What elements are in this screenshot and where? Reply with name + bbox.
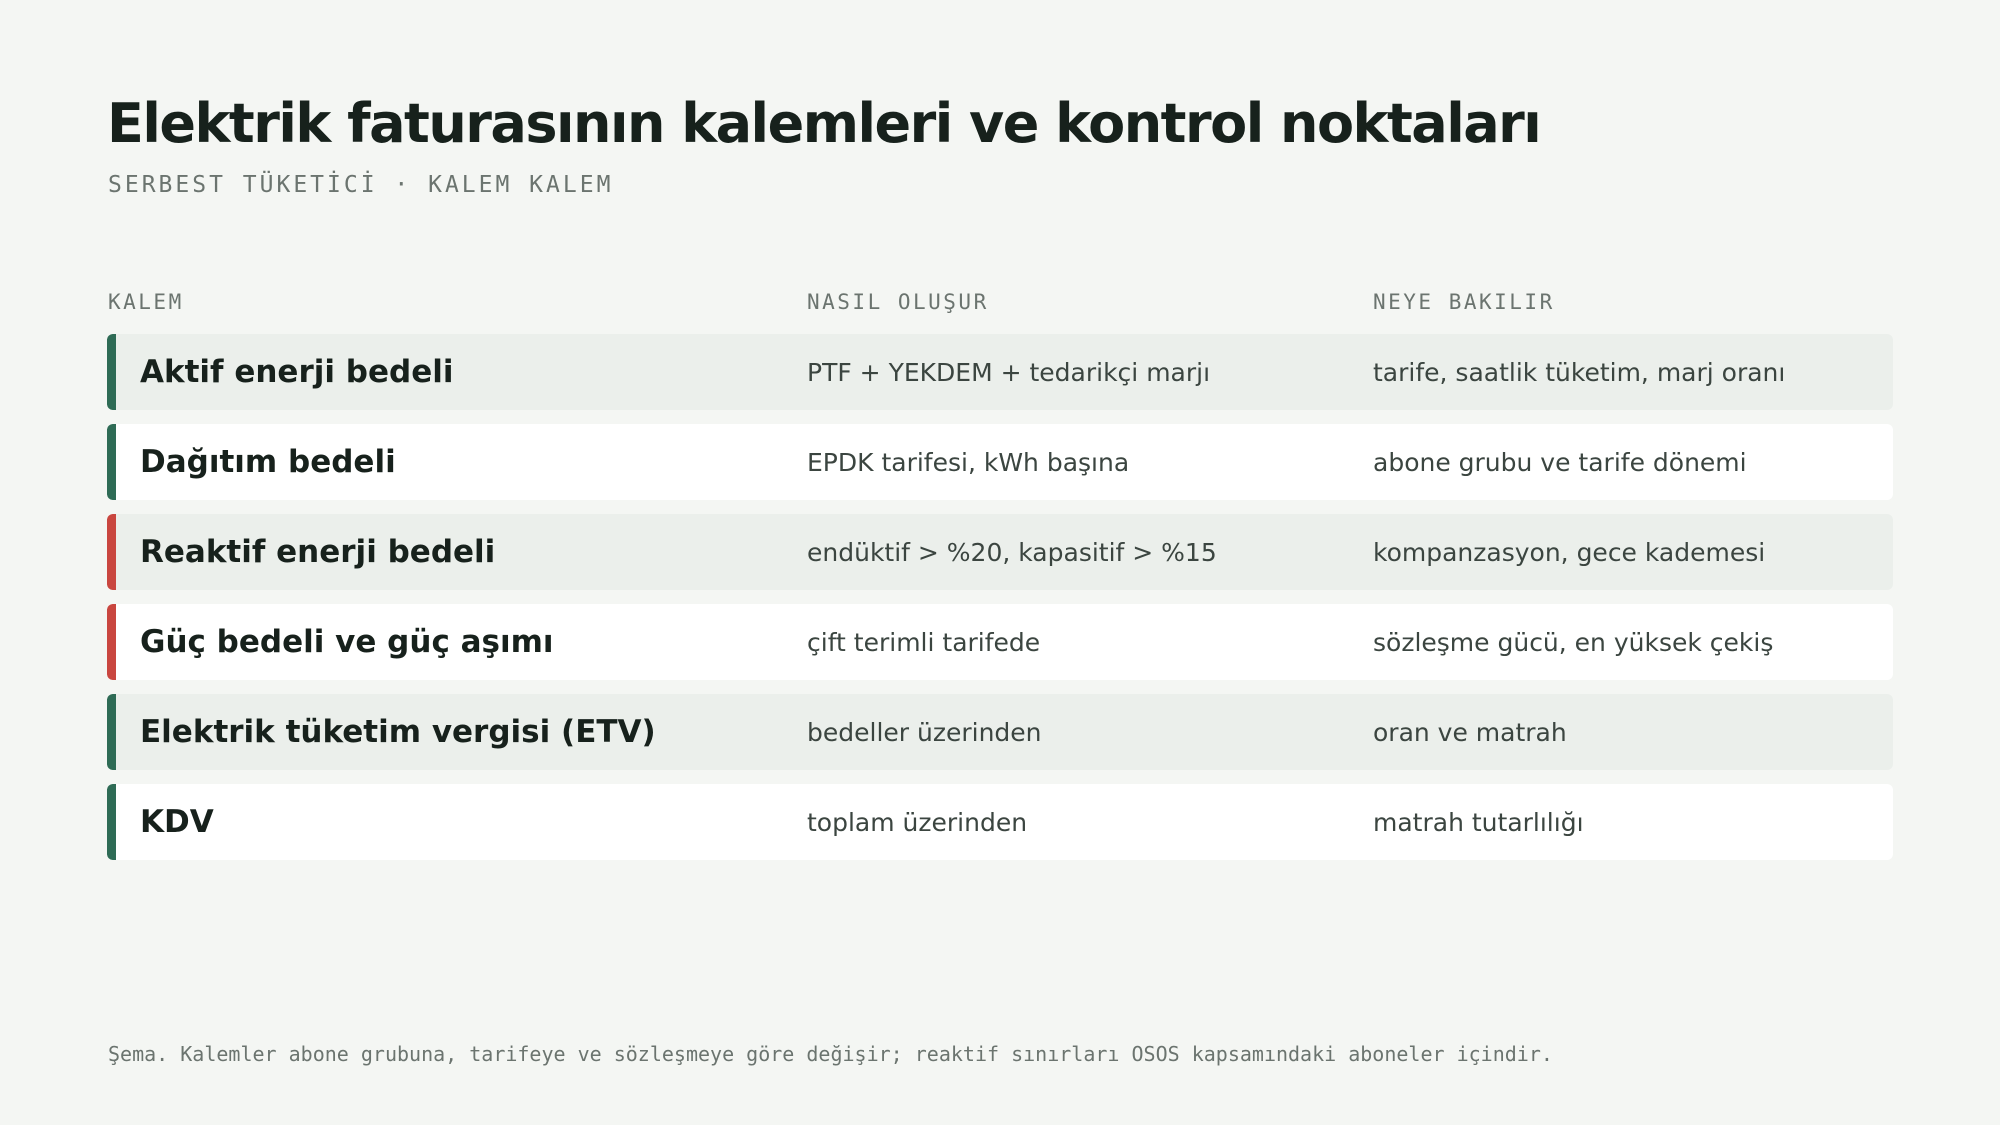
item-check: sözleşme gücü, en yüksek çekiş	[1373, 627, 1774, 657]
item-check: tarife, saatlik tüketim, marj oranı	[1373, 357, 1786, 387]
row-marker-green	[107, 334, 116, 410]
row-marker-red	[107, 604, 116, 680]
item-name: Güç bedeli ve güç aşımı	[140, 624, 554, 660]
table-row	[107, 604, 1893, 680]
column-header-check: NEYE BAKILIR	[1373, 290, 1555, 314]
page-subtitle: SERBEST TÜKETİCİ · KALEM KALEM	[108, 172, 614, 198]
item-check: matrah tutarlılığı	[1373, 807, 1584, 837]
row-marker-green	[107, 694, 116, 770]
table-row	[107, 334, 1893, 410]
item-how: çift terimli tarifede	[807, 627, 1041, 657]
column-header-how: NASIL OLUŞUR	[807, 290, 989, 314]
page-title: Elektrik faturasının kalemleri ve kontrol noktaları	[107, 92, 1541, 155]
footnote: Şema. Kalemler abone grubuna, tarifeye ve sözleşmeye göre değişir; reaktif sınırları OSOS kapsamındaki aboneler içindir.	[108, 1042, 1553, 1066]
item-name: Aktif enerji bedeli	[140, 354, 454, 390]
items-table	[107, 334, 1893, 874]
item-how: bedeller üzerinden	[807, 717, 1042, 747]
item-how: toplam üzerinden	[807, 807, 1028, 837]
table-row	[107, 694, 1893, 770]
row-marker-green	[107, 424, 116, 500]
table-row	[107, 784, 1893, 860]
item-how: PTF + YEKDEM + tedarikçi marjı	[807, 357, 1211, 387]
table-row	[107, 514, 1893, 590]
table-row	[107, 424, 1893, 500]
item-how: EPDK tarifesi, kWh başına	[807, 447, 1130, 477]
row-marker-red	[107, 514, 116, 590]
item-check: kompanzasyon, gece kademesi	[1373, 537, 1766, 567]
item-how: endüktif > %20, kapasitif > %15	[807, 537, 1217, 567]
item-name: KDV	[140, 804, 214, 840]
item-check: abone grubu ve tarife dönemi	[1373, 447, 1747, 477]
item-name: Dağıtım bedeli	[140, 444, 396, 480]
column-header-item: KALEM	[108, 290, 184, 314]
item-check: oran ve matrah	[1373, 717, 1567, 747]
item-name: Reaktif enerji bedeli	[140, 534, 496, 570]
item-name: Elektrik tüketim vergisi (ETV)	[140, 714, 656, 750]
row-marker-green	[107, 784, 116, 860]
